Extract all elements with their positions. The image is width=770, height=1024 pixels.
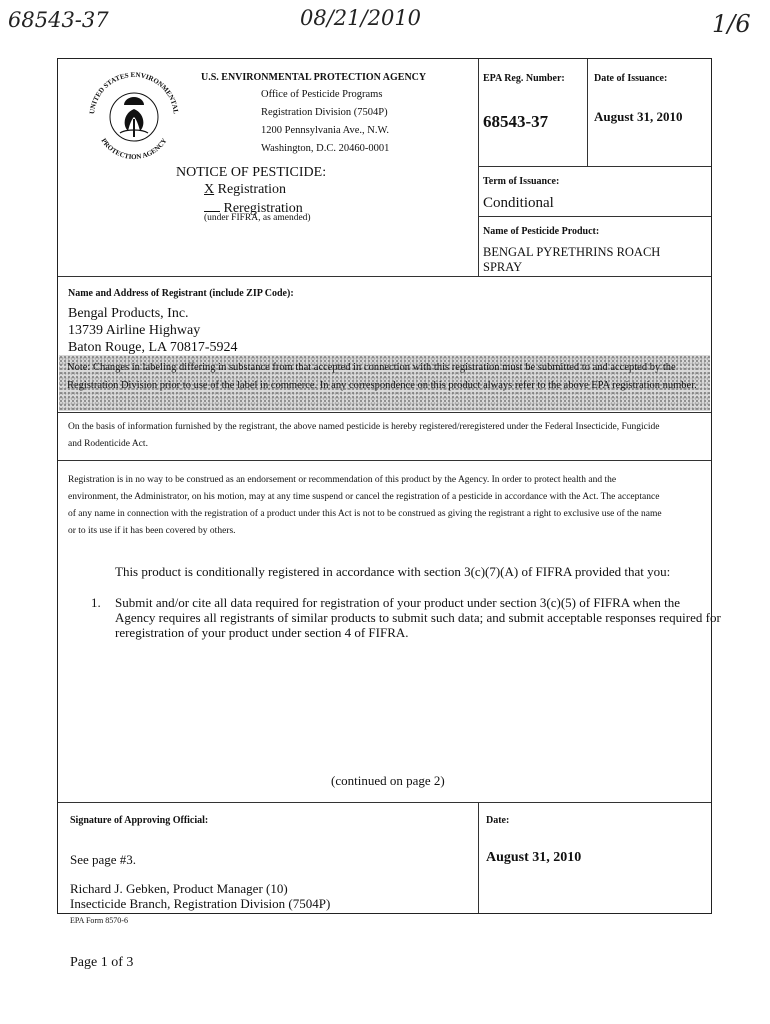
item1-line2: Agency requires all registrants of similar products to submit such data; and submit acceptable responses required for — [115, 610, 721, 625]
registrant-top-rule — [58, 276, 711, 277]
signature-divider — [478, 802, 479, 913]
disclaimer-line2: environment, the Administrator, on his motion, may at any time suspend or cancel the registration of a pesticide in accordance with the Act. The acceptance — [68, 492, 660, 502]
registrant-city: Baton Rouge, LA 70817-5924 — [68, 340, 238, 355]
signature-label: Signature of Approving Official: — [70, 815, 209, 826]
term-label: Term of Issuance: — [483, 176, 560, 187]
handwritten-page-fraction: 1/6 — [712, 10, 751, 38]
signature-top-rule — [58, 802, 711, 803]
handwritten-date: 08/21/2010 — [300, 6, 422, 30]
product-top-rule — [478, 216, 711, 217]
note-line2: Registration Division prior to use of the label in commerce. In any correspondence on this product always refer to the above EPA registration number. — [67, 380, 697, 391]
registrant-street: 13739 Airline Highway — [68, 323, 201, 338]
notice-registration — [204, 182, 286, 198]
product-name-line1: BENGAL PYRETHRINS ROACH — [483, 245, 661, 259]
epa-reg-label: EPA Reg. Number: — [483, 73, 565, 84]
epa-seal-logo — [84, 69, 184, 161]
signature-see-page: See page #3. — [70, 852, 137, 867]
signature-branch: Insecticide Branch, Registration Division (7504P) — [70, 896, 331, 911]
continued-note: (continued on page 2) — [331, 773, 445, 788]
issuance-value: August 31, 2010 — [594, 109, 683, 124]
issuance-label: Date of Issuance: — [594, 73, 668, 84]
reregistration-blank — [204, 199, 220, 212]
registrant-name: Bengal Products, Inc. — [68, 306, 189, 321]
issuance-divider — [587, 59, 588, 166]
note-line1: Note: Changes in labeling differing in substance from that accepted in connection with this registration must be submitted to and accepted by the — [67, 362, 676, 373]
disclaimer-line1: Registration is in no way to be construed as an endorsement or recommendation of this product by the Agency. In order to protect health and the — [68, 475, 617, 485]
reregistration-label: Reregistration — [223, 201, 303, 216]
right-column-divider — [478, 59, 479, 276]
form-id: EPA Form 8570-6 — [70, 916, 128, 925]
item1-line1: Submit and/or cite all data required for registration of your product under section 3(c)(5) of FIFRA when the — [115, 595, 680, 610]
agency-street: 1200 Pennsylvania Ave., N.W. — [261, 125, 390, 136]
agency-division: Registration Division (7504P) — [261, 107, 388, 118]
item1-line3: reregistration of your product under section 4 of FIFRA. — [115, 625, 409, 640]
sig-date-value: August 31, 2010 — [486, 850, 582, 865]
epa-reg-value: 68543-37 — [483, 112, 549, 131]
registrant-label: Name and Address of Registrant (include ZIP Code): — [68, 288, 294, 299]
agency-city: Washington, D.C. 20460-0001 — [261, 143, 390, 154]
disclaimer-line4: or to its use if it has been covered by others. — [68, 526, 236, 536]
svg-text:PROTECTION AGENCY: PROTECTION AGENCY — [99, 136, 169, 161]
note-bottom-rule — [58, 412, 711, 413]
sig-date-label: Date: — [486, 815, 510, 826]
product-name-line2: SPRAY — [483, 260, 523, 274]
agency-office: Office of Pesticide Programs — [261, 89, 383, 100]
registration-checkmark: X — [204, 182, 215, 197]
fifra-note: (under FIFRA, as amended) — [204, 213, 311, 223]
handwritten-reg-number: 68543-37 — [8, 8, 109, 32]
note-band — [59, 355, 710, 411]
basis-line2: and Rodenticide Act. — [68, 439, 148, 449]
registration-form — [57, 58, 721, 914]
conditional-intro: This product is conditionally registered in accordance with section 3(c)(7)(A) of FIFRA provided that you: — [115, 564, 671, 579]
product-label: Name of Pesticide Product: — [483, 226, 600, 237]
disclaimer-line3: of any name in connection with the registration of a product under this Act is not to be construed as giving the registrant a right to exclusive use of the name — [68, 509, 662, 519]
term-value: Conditional — [483, 195, 554, 211]
agency-name: U.S. ENVIRONMENTAL PROTECTION AGENCY — [201, 72, 427, 83]
basis-line1: On the basis of information furnished by the registrant, the above named pesticide is hereby registered/reregistered under the Federal Insecticide, Fungicide — [68, 422, 660, 432]
svg-text:UNITED STATES ENVIRONMENTAL: UNITED STATES ENVIRONMENTAL — [88, 70, 180, 115]
term-top-rule — [478, 166, 711, 167]
page-footer: Page 1 of 3 — [70, 955, 134, 970]
signature-official-name: Richard J. Gebken, Product Manager (10) — [70, 881, 288, 896]
item1-number: 1. — [91, 595, 101, 610]
registration-label: Registration — [217, 182, 287, 197]
notice-title: NOTICE OF PESTICIDE: — [176, 165, 327, 180]
basis-bottom-rule — [58, 460, 711, 461]
